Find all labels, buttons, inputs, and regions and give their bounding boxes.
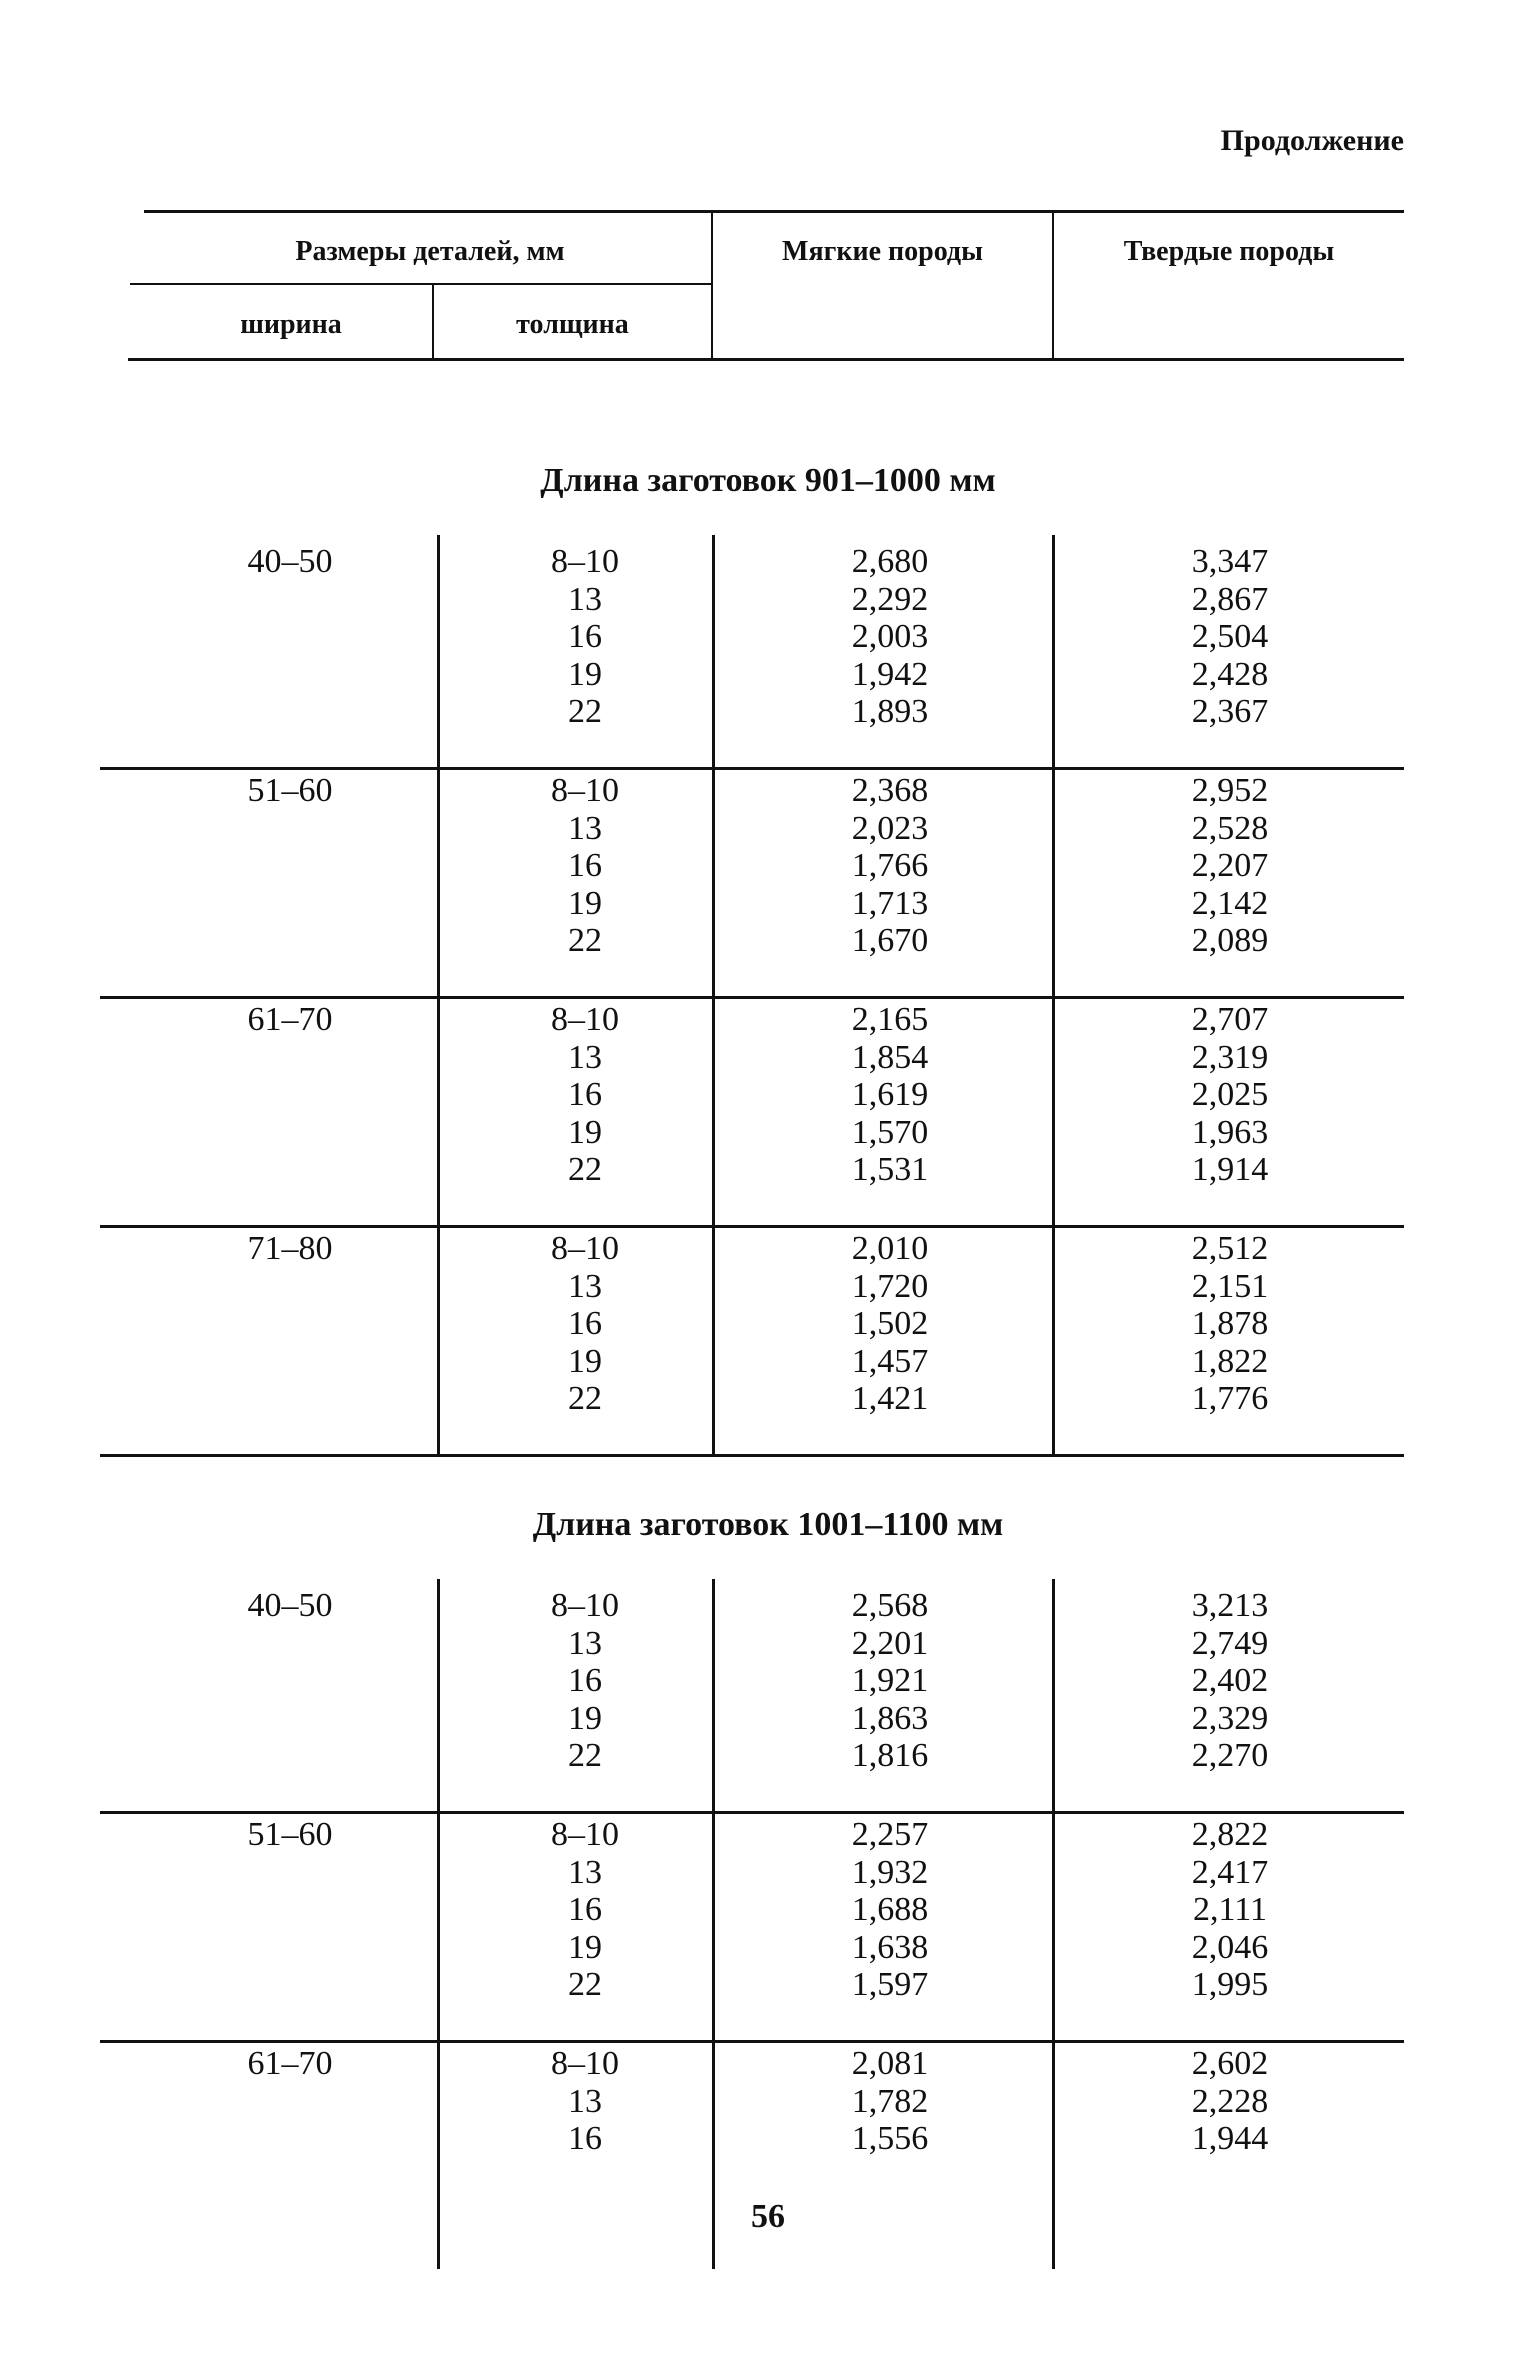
hard-column bbox=[1140, 543, 1320, 731]
column-divider bbox=[1052, 1579, 1055, 1811]
hard-value: 2,512 bbox=[1191, 1230, 1269, 1267]
hard-column bbox=[1140, 772, 1320, 960]
hard-value: 3,213 bbox=[1191, 1587, 1269, 1624]
soft-value: 1,570 bbox=[851, 1113, 929, 1151]
column-divider bbox=[437, 1579, 440, 1811]
hard-value: 2,319 bbox=[1191, 1038, 1269, 1076]
thickness-column bbox=[500, 1587, 670, 1775]
page-label: Продолжение bbox=[1220, 124, 1404, 157]
hard-value: 2,952 bbox=[1191, 772, 1269, 809]
soft-value: 1,863 bbox=[851, 1699, 929, 1737]
thickness-column bbox=[500, 1001, 670, 1189]
thickness-value: 19 bbox=[568, 655, 602, 693]
column-divider bbox=[1052, 1222, 1055, 1454]
width-cell: 71–80 bbox=[247, 1230, 333, 1267]
hard-value: 2,602 bbox=[1191, 2045, 1269, 2082]
thickness-value: 8–10 bbox=[551, 1816, 619, 1853]
soft-value: 1,619 bbox=[851, 1076, 929, 1113]
thickness-column bbox=[500, 772, 670, 960]
thickness-value: 19 bbox=[568, 1113, 602, 1151]
soft-value: 1,932 bbox=[851, 1853, 929, 1891]
hard-column bbox=[1140, 1230, 1320, 1418]
table-row bbox=[100, 770, 1404, 999]
hard-value: 2,402 bbox=[1191, 1662, 1269, 1699]
soft-column bbox=[800, 543, 980, 731]
header-divider-hard bbox=[1052, 210, 1054, 360]
soft-value: 2,003 bbox=[851, 618, 929, 655]
soft-value: 1,688 bbox=[851, 1891, 929, 1928]
thickness-column bbox=[500, 1816, 670, 2004]
soft-value: 1,766 bbox=[851, 847, 929, 884]
column-divider bbox=[1052, 764, 1055, 996]
column-divider bbox=[712, 1579, 715, 1811]
soft-value: 1,556 bbox=[851, 2120, 929, 2157]
soft-value: 2,165 bbox=[851, 1001, 929, 1038]
soft-value: 2,680 bbox=[851, 543, 929, 580]
hard-column bbox=[1140, 1587, 1320, 1775]
soft-column bbox=[800, 772, 980, 960]
thickness-value: 13 bbox=[568, 580, 602, 618]
thickness-value: 16 bbox=[568, 1662, 602, 1699]
thickness-value: 22 bbox=[568, 1737, 602, 1774]
thickness-value: 22 bbox=[568, 693, 602, 730]
hard-value: 2,270 bbox=[1191, 1737, 1269, 1774]
hard-value: 2,528 bbox=[1191, 809, 1269, 847]
hard-column bbox=[1140, 2045, 1320, 2158]
data-block bbox=[100, 1585, 1404, 2269]
table-row bbox=[100, 1585, 1404, 1814]
hard-value: 2,142 bbox=[1191, 884, 1269, 922]
hard-value: 1,822 bbox=[1191, 1342, 1269, 1380]
column-divider bbox=[712, 1808, 715, 2040]
thickness-value: 16 bbox=[568, 847, 602, 884]
soft-value: 1,816 bbox=[851, 1737, 929, 1774]
soft-column bbox=[800, 1816, 980, 2004]
header-hard: Твердые породы bbox=[1123, 236, 1335, 267]
thickness-value: 19 bbox=[568, 884, 602, 922]
width-cell: 51–60 bbox=[247, 1816, 333, 1853]
hard-column bbox=[1140, 1001, 1320, 1189]
thickness-value: 13 bbox=[568, 1267, 602, 1305]
thickness-value: 16 bbox=[568, 618, 602, 655]
thickness-value: 13 bbox=[568, 809, 602, 847]
hard-value: 1,776 bbox=[1191, 1380, 1269, 1417]
hard-value: 3,347 bbox=[1191, 543, 1269, 580]
header-thickness: толщина bbox=[516, 309, 629, 340]
soft-value: 1,720 bbox=[851, 1267, 929, 1305]
soft-column bbox=[800, 1587, 980, 1775]
hard-value: 1,914 bbox=[1191, 1151, 1269, 1188]
hard-value: 1,878 bbox=[1191, 1305, 1269, 1342]
column-divider bbox=[437, 535, 440, 767]
thickness-value: 22 bbox=[568, 1966, 602, 2003]
column-divider bbox=[712, 993, 715, 1225]
thickness-column bbox=[500, 1230, 670, 1418]
thickness-column bbox=[500, 2045, 670, 2158]
hard-value: 1,963 bbox=[1191, 1113, 1269, 1151]
header-divider-soft bbox=[711, 210, 713, 360]
thickness-value: 13 bbox=[568, 1853, 602, 1891]
hard-value: 2,867 bbox=[1191, 580, 1269, 618]
thickness-value: 8–10 bbox=[551, 1230, 619, 1267]
column-divider bbox=[1052, 993, 1055, 1225]
column-divider bbox=[437, 1222, 440, 1454]
column-divider bbox=[712, 1222, 715, 1454]
hard-value: 2,749 bbox=[1191, 1624, 1269, 1662]
soft-value: 2,023 bbox=[851, 809, 929, 847]
soft-value: 2,292 bbox=[851, 580, 929, 618]
soft-value: 1,638 bbox=[851, 1928, 929, 1966]
hard-value: 2,089 bbox=[1191, 922, 1269, 959]
soft-column bbox=[800, 1230, 980, 1418]
hard-value: 2,504 bbox=[1191, 618, 1269, 655]
soft-column bbox=[800, 1001, 980, 1189]
column-divider bbox=[1052, 535, 1055, 767]
column-divider bbox=[437, 764, 440, 996]
thickness-value: 8–10 bbox=[551, 772, 619, 809]
hard-value: 2,367 bbox=[1191, 693, 1269, 730]
soft-value: 1,421 bbox=[851, 1380, 929, 1417]
column-divider bbox=[712, 535, 715, 767]
thickness-value: 16 bbox=[568, 1305, 602, 1342]
soft-value: 1,457 bbox=[851, 1342, 929, 1380]
column-divider bbox=[712, 764, 715, 996]
thickness-value: 16 bbox=[568, 1891, 602, 1928]
thickness-value: 16 bbox=[568, 1076, 602, 1113]
thickness-value: 19 bbox=[568, 1342, 602, 1380]
header-sizes: Размеры деталей, мм bbox=[295, 236, 565, 267]
table-row bbox=[100, 541, 1404, 770]
table-row bbox=[100, 1814, 1404, 2043]
soft-value: 2,568 bbox=[851, 1587, 929, 1624]
header-width: ширина bbox=[240, 309, 342, 340]
thickness-value: 16 bbox=[568, 2120, 602, 2157]
soft-value: 1,942 bbox=[851, 655, 929, 693]
thickness-value: 19 bbox=[568, 1928, 602, 1966]
soft-column bbox=[800, 2045, 980, 2158]
hard-value: 2,417 bbox=[1191, 1853, 1269, 1891]
table-row bbox=[100, 1228, 1404, 1457]
column-divider bbox=[437, 993, 440, 1225]
hard-value: 2,046 bbox=[1191, 1928, 1269, 1966]
hard-value: 1,995 bbox=[1191, 1966, 1269, 2003]
thickness-value: 13 bbox=[568, 2082, 602, 2120]
hard-value: 2,329 bbox=[1191, 1699, 1269, 1737]
soft-value: 1,713 bbox=[851, 884, 929, 922]
soft-value: 1,782 bbox=[851, 2082, 929, 2120]
thickness-value: 22 bbox=[568, 1380, 602, 1417]
thickness-value: 22 bbox=[568, 922, 602, 959]
soft-value: 1,502 bbox=[851, 1305, 929, 1342]
hard-value: 2,151 bbox=[1191, 1267, 1269, 1305]
soft-value: 1,597 bbox=[851, 1966, 929, 2003]
width-cell: 40–50 bbox=[247, 1587, 333, 1624]
hard-value: 1,944 bbox=[1191, 2120, 1269, 2157]
thickness-value: 8–10 bbox=[551, 1587, 619, 1624]
section-title: Длина заготовок 901–1000 мм bbox=[540, 462, 996, 499]
thickness-value: 19 bbox=[568, 1699, 602, 1737]
header-soft: Мягкие породы bbox=[782, 236, 983, 267]
soft-value: 2,201 bbox=[851, 1624, 929, 1662]
header-bottom-rule bbox=[128, 358, 1404, 361]
soft-value: 2,257 bbox=[851, 1816, 929, 1853]
thickness-value: 8–10 bbox=[551, 543, 619, 580]
soft-value: 1,854 bbox=[851, 1038, 929, 1076]
table-row bbox=[100, 999, 1404, 1228]
thickness-value: 13 bbox=[568, 1038, 602, 1076]
thickness-value: 8–10 bbox=[551, 1001, 619, 1038]
width-cell: 61–70 bbox=[247, 1001, 333, 1038]
soft-value: 2,010 bbox=[851, 1230, 929, 1267]
width-cell: 51–60 bbox=[247, 772, 333, 809]
header-mid-rule bbox=[130, 283, 712, 285]
data-block bbox=[100, 541, 1404, 1457]
header-top-rule bbox=[144, 210, 1404, 213]
hard-value: 2,207 bbox=[1191, 847, 1269, 884]
soft-value: 1,921 bbox=[851, 1662, 929, 1699]
thickness-value: 13 bbox=[568, 1624, 602, 1662]
hard-column bbox=[1140, 1816, 1320, 2004]
width-cell: 61–70 bbox=[247, 2045, 333, 2082]
width-cell: 40–50 bbox=[247, 543, 333, 580]
thickness-column bbox=[500, 543, 670, 731]
hard-value: 2,228 bbox=[1191, 2082, 1269, 2120]
hard-value: 2,707 bbox=[1191, 1001, 1269, 1038]
thickness-value: 22 bbox=[568, 1151, 602, 1188]
hard-value: 2,111 bbox=[1193, 1891, 1267, 1928]
soft-value: 1,893 bbox=[851, 693, 929, 730]
section-title: Длина заготовок 1001–1100 мм bbox=[532, 1506, 1004, 1543]
column-divider bbox=[1052, 1808, 1055, 2040]
hard-value: 2,428 bbox=[1191, 655, 1269, 693]
soft-value: 1,670 bbox=[851, 922, 929, 959]
soft-value: 1,531 bbox=[851, 1151, 929, 1188]
soft-value: 2,368 bbox=[851, 772, 929, 809]
hard-value: 2,822 bbox=[1191, 1816, 1269, 1853]
soft-value: 2,081 bbox=[851, 2045, 929, 2082]
thickness-value: 8–10 bbox=[551, 2045, 619, 2082]
column-divider bbox=[437, 1808, 440, 2040]
hard-value: 2,025 bbox=[1191, 1076, 1269, 1113]
page-number: 56 bbox=[751, 2198, 785, 2235]
